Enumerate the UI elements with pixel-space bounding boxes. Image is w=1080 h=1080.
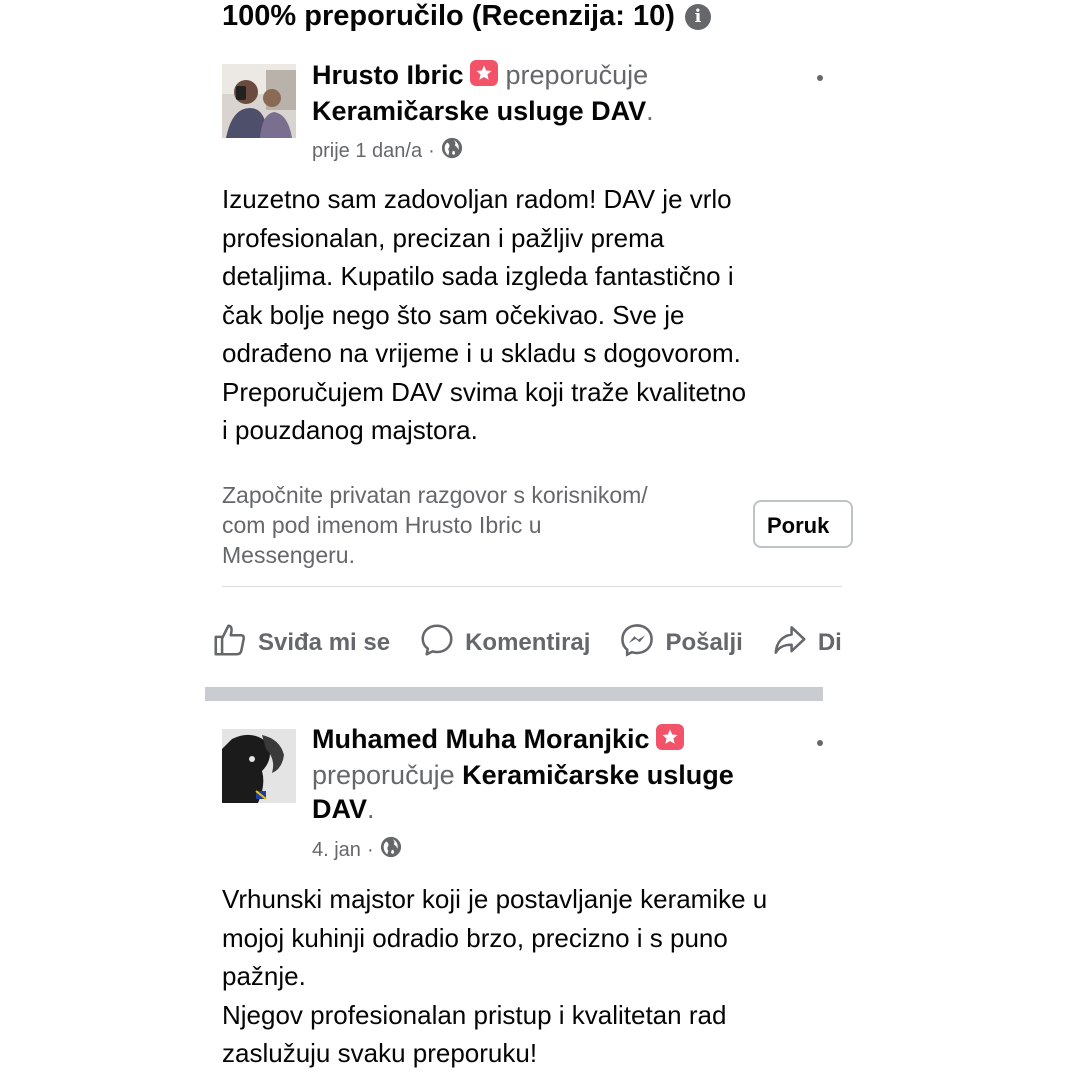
recommends-verb: preporučuje <box>312 760 455 790</box>
recommends-verb: preporučuje <box>505 60 649 90</box>
post-time[interactable]: prije 1 dan/a <box>312 139 423 162</box>
recommends-line <box>312 758 734 793</box>
more-options-icon[interactable] <box>817 75 823 81</box>
recommendation-badge-icon <box>470 60 498 86</box>
like-button[interactable] <box>211 621 390 666</box>
post-time[interactable]: 4. jan <box>312 838 361 861</box>
meta-separator: · <box>366 838 374 861</box>
share-label: Di <box>817 629 842 656</box>
share-arrow-icon <box>771 621 809 666</box>
avatar[interactable] <box>222 729 296 803</box>
action-bar <box>211 621 870 665</box>
avatar[interactable] <box>222 64 296 138</box>
review-header <box>312 58 648 93</box>
send-label: Pošalji <box>665 629 743 656</box>
review-header <box>312 722 692 757</box>
recommendation-badge-icon <box>656 724 684 750</box>
post-meta <box>312 137 463 165</box>
more-options-icon[interactable] <box>817 740 823 746</box>
page-name-continued[interactable]: DAV <box>312 794 368 824</box>
messenger-prompt: Započnite privatan razgovor s korisnikom/ com pod imenom Hrusto Ibric u Messengeru. <box>222 482 648 568</box>
comment-bubble-icon <box>418 621 456 666</box>
author-name[interactable]: Hrusto Ibric <box>312 60 464 90</box>
comment-button[interactable] <box>418 621 590 666</box>
page-line <box>312 792 375 827</box>
meta-separator: · <box>428 139 435 162</box>
page-line <box>312 94 654 129</box>
send-button[interactable] <box>618 621 742 666</box>
like-label: Sviđa mi se <box>258 629 391 656</box>
recommendations-summary <box>222 0 711 33</box>
share-button[interactable] <box>771 621 842 666</box>
comment-label: Komentiraj <box>465 629 591 656</box>
summary-title: 100% preporučilo (Recenzija: 10) <box>222 0 675 32</box>
period: . <box>646 96 654 126</box>
divider <box>222 586 842 587</box>
message-button[interactable]: Poruk <box>753 500 853 548</box>
thumbs-up-icon <box>211 621 249 666</box>
globe-icon <box>441 137 463 165</box>
review-text: Izuzetno sam zadovoljan radom! DAV je vrlo profesionalan, precizan i pažljiv prema detaljima. Kupatilo sada izgleda fantastično i čak bolje nego što sam očekivao. Sve je odrađeno na vrijeme i u skladu s dogovorom. Preporučujem DAV svima koji traže kvalitetno i pouzdanog majstora. <box>222 184 747 445</box>
messenger-icon <box>618 621 656 666</box>
reviews-feed <box>205 0 842 1080</box>
author-name[interactable]: Muhamed Muha Moranjkic <box>312 724 650 754</box>
feed-separator <box>205 687 823 701</box>
globe-icon <box>380 836 402 864</box>
page-name[interactable]: Keramičarske usluge <box>462 760 734 790</box>
page-name[interactable]: Keramičarske usluge DAV <box>312 96 647 126</box>
post-meta <box>312 836 402 864</box>
period: . <box>367 794 375 824</box>
info-icon[interactable]: i <box>685 4 711 30</box>
review-text: Vrhunski majstor koji je postavljanje keramike u mojoj kuhinji odradio brzo, precizno i s puno pažnje. Njegov profesionalan pristup i kvalitetan rad zaslužuju svaku preporuku! <box>222 884 768 1068</box>
